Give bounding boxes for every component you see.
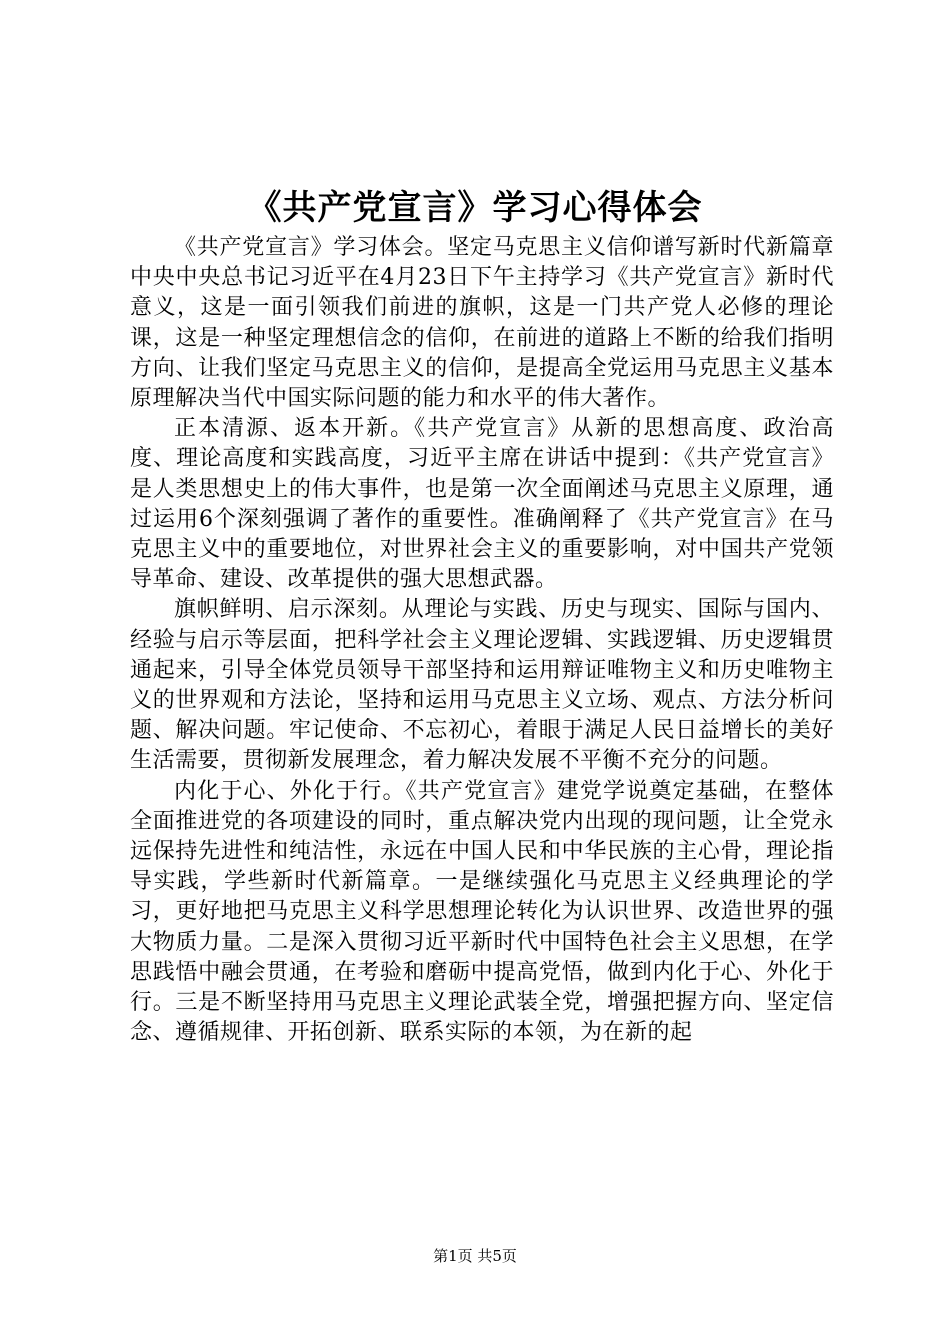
page-number-footer: 第1页 共5页 — [433, 1247, 517, 1265]
paragraph: 内化于心、外化于行。《共产党宣言》建党学说奠定基础，在整体全面推进党的各项建设的同时，重点解决党内出现的现问题，让全党永远保持先进性和纯洁性，永远在中国人民和中华民族的主心骨，理论指导实践，学些新时代新篇章。一是继续强化马克思主义经典理论的学习，更好地把马克思主义科学思想理论转化为认识世界、改造世界的强大物质力量。二是深入贯彻习近平新时代中国特色社会主义思想，在学思践悟中融会贯通，在考验和磨砺中提高党悟，做到内化于心、外化于行。三是不断坚持用马克思主义理论武装全党，增强把握方向、坚定信念、遵循规律、开拓创新、联系实际的本领，为在新的起 — [130, 778, 834, 1046]
paragraph: 正本清源、返本开新。《共产党宣言》从新的思想高度、政治高度、理论高度和实践高度，习近平主席在讲话中提到：《共产党宣言》是人类思想史上的伟大事件，也是第一次全面阐述马克思主义原理，通过运用6个深刻强调了著作的重要性。准确阐释了《共产党宣言》在马克思主义中的重要地位，对世界社会主义的重要影响，对中国共产党领导革命、建设、改革提供的强大思想武器。 — [130, 416, 834, 593]
document-title: 《共产党宣言》学习心得体会 — [247, 188, 703, 228]
paragraph: 旗帜鲜明、启示深刻。从理论与实践、历史与现实、国际与国内、经验与启示等层面，把科学社会主义理论逻辑、实践逻辑、历史逻辑贯通起来，引导全体党员领导干部坚持和运用辩证唯物主义和历史唯物主义的世界观和方法论，坚持和运用马克思主义立场、观点、方法分析问题、解决问题。牢记使命、不忘初心，着眼于满足人民日益增长的美好生活需要，贯彻新发展理念，着力解决发展不平衡不充分的问题。 — [130, 597, 834, 774]
document-body — [130, 233, 834, 1048]
paragraph: 《共产党宣言》学习体会。坚定马克思主义信仰谱写新时代新篇章中央中央总书记习近平在4月23日下午主持学习《共产党宣言》新时代意义，这是一面引领我们前进的旗帜，这是一门共产党人必修的理论课，这是一种坚定理想信念的信仰，在前进的道路上不断的给我们指明方向、让我们坚定马克思主义的信仰，是提高全党运用马克思主义基本原理解决当代中国实际问题的能力和水平的伟大著作。 — [130, 235, 834, 412]
